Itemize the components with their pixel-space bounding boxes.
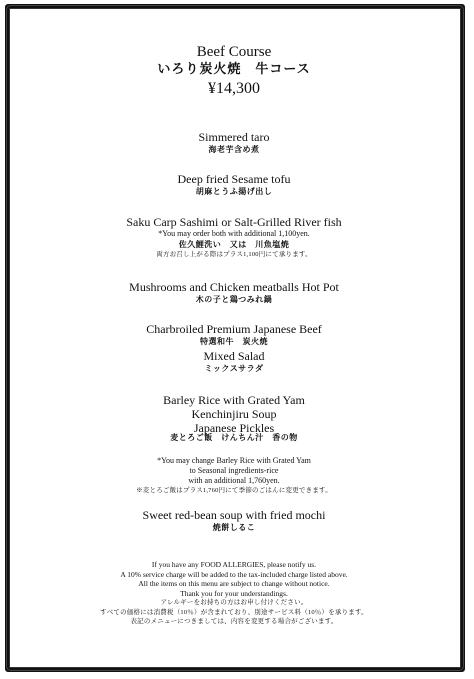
course-item-note: *You may change Barley Rice with Grated Yam <box>157 456 311 465</box>
course-item-name: Deep fried Sesame tofu <box>177 172 291 186</box>
course-item-name: Mushrooms and Chicken meatballs Hot Pot <box>129 280 339 294</box>
course-item-note: *You may order both with additional 1,100yen. <box>158 229 310 238</box>
service-charge-notice: A 10% service charge will be added to the tax-included charge listed above. <box>120 569 348 579</box>
allergy-notice: If you have any FOOD ALLERGIES, please notify us. <box>151 560 317 569</box>
course-item-name: Charbroiled Premium Japanese Beef <box>146 322 322 336</box>
course-item <box>8 508 460 533</box>
course-item-name: Saku Carp Sashimi or Salt-Grilled River fish <box>126 215 342 229</box>
course-item-name-jp: 特選和牛 炭火焼 <box>200 337 268 346</box>
course-item <box>8 215 460 259</box>
course-item-note-jp: ※麦とろご飯はプラス1,760円にて季節のごはんに変更できます。 <box>136 487 332 494</box>
menu-card <box>8 8 460 664</box>
course-item-name-jp: 佐久鯉洗い 又は 川魚塩焼 <box>178 240 290 249</box>
course-item-name-jp: 胡麻とうふ揚げ出し <box>195 187 273 196</box>
course-item-name-jp: 麦とろご飯 けんちん汁 香の物 <box>170 433 298 442</box>
course-item <box>8 280 460 305</box>
course-item-note-jp: 両方お召し上がる際はプラス1,100円にて承ります。 <box>156 251 312 258</box>
course-item-note: to Seasonal ingredients-rice <box>189 466 279 475</box>
course-item <box>8 130 460 155</box>
menu-header <box>8 43 460 100</box>
course-title-jp: いろり炭火焼 牛コース <box>157 61 311 76</box>
change-notice-jp: 表記のメニューにつきましては、内容を変更する場合がございます。 <box>130 618 338 625</box>
change-notice: All the items on this menu are subject to change without notice. <box>138 579 330 588</box>
course-item-name-jp: 焼餅しるこ <box>212 523 256 532</box>
course-item-notes <box>8 456 460 495</box>
course-item-name-jp: ミックスサラダ <box>204 364 264 373</box>
course-price: ¥14,300 <box>208 80 260 97</box>
course-item-name: Japanese Pickles <box>193 421 275 435</box>
course-item <box>8 322 460 374</box>
course-item-name: Mixed Salad <box>203 349 265 363</box>
course-item-name-jp: 木の子と鶏つみれ鍋 <box>195 295 273 304</box>
course-item-name-jp: 海老芋含め煮 <box>208 145 260 154</box>
course-item <box>8 393 460 443</box>
course-item-name: Barley Rice with Grated Yam <box>163 393 305 407</box>
course-item <box>8 172 460 197</box>
course-item-name: Kenchinjiru Soup <box>191 407 277 421</box>
service-charge-notice-jp: すべての価格には消費税（10％）が含まれており、別途サービス料（10％）を承ります。 <box>100 608 368 616</box>
course-item-name: Sweet red-bean soup with fried mochi <box>142 508 326 522</box>
course-title: Beef Course <box>196 44 272 60</box>
course-item-note: with an additional 1,760yen. <box>188 476 280 485</box>
course-item-name: Simmered taro <box>198 130 270 144</box>
menu-footer <box>8 560 460 627</box>
thanks-notice: Thank you for your understandings. <box>180 588 288 598</box>
allergy-notice-jp: アレルギーをお持ちの方はお申し付けください。 <box>160 599 308 606</box>
